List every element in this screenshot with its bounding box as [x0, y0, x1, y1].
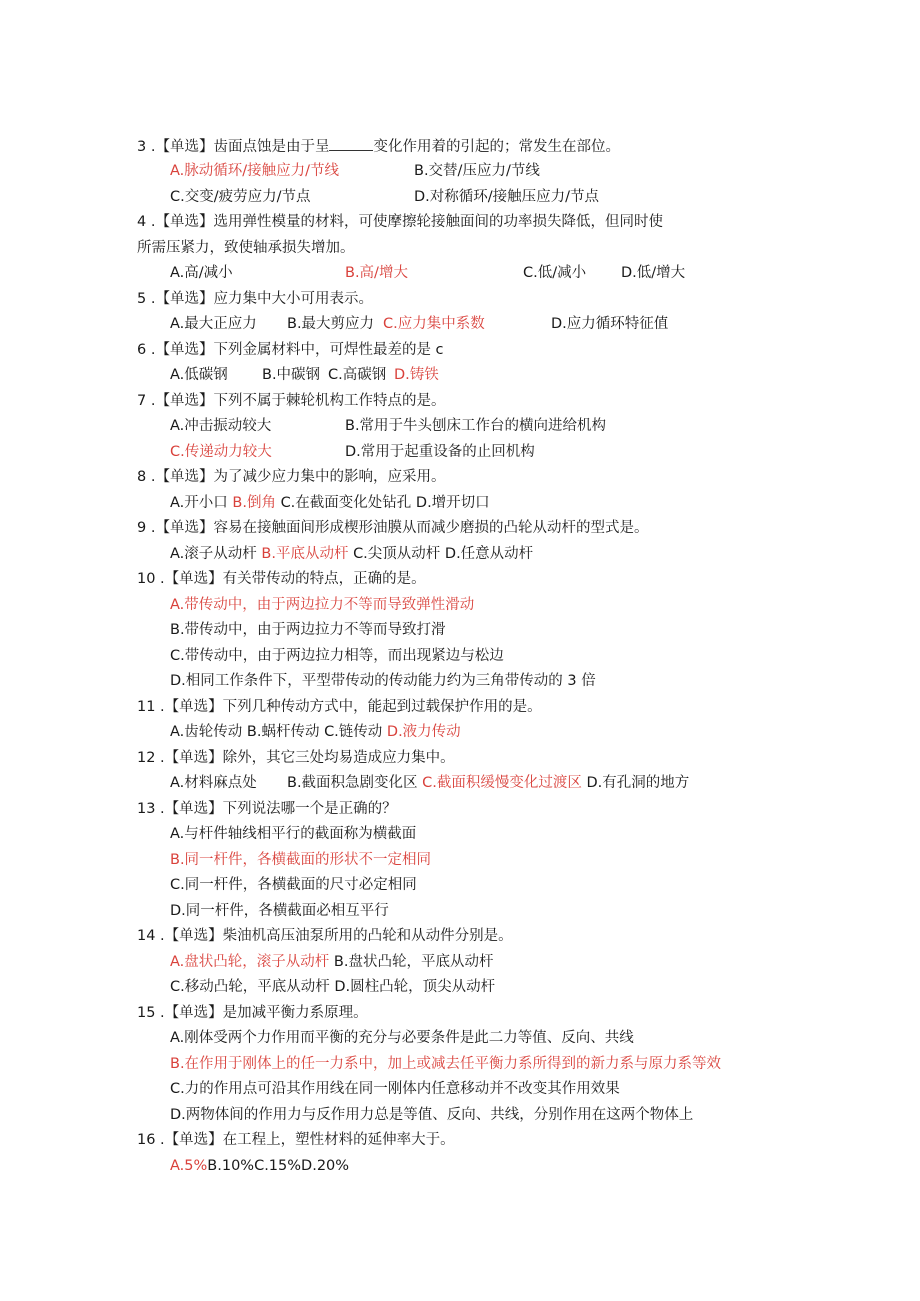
option-3d: D.对称循环/接触压应力/节点 [414, 189, 600, 205]
option-15c: C.力的作用点可沿其作用线在同一刚体内任意移动并不改变其作用效果 [170, 1081, 620, 1097]
option-6d: D.铸铁 [394, 367, 439, 383]
option-15a: A.刚体受两个力作用而平衡的充分与必要条件是此二力等值、反向、共线 [170, 1030, 634, 1046]
option-16b: B.10% [207, 1158, 255, 1174]
option-14a: A.盘状凸轮，滚子从动杆 [170, 954, 330, 970]
option-12-row-rest [287, 773, 689, 793]
option-16d: D.20% [301, 1158, 350, 1174]
option-5a: A.最大正应力 [170, 316, 257, 332]
question-13-stem: 13 .【单选】下列说法哪一个是正确的？ [137, 801, 397, 817]
question-5-stem: 5 .【单选】应力集中大小可用表示。 [137, 291, 373, 307]
option-14-row2 [170, 977, 495, 997]
option-5d: D.应力循环特征值 [551, 316, 669, 332]
question-8-stem: 8 .【单选】为了减少应力集中的影响，应采用。 [137, 469, 446, 485]
question-6-stem: 6 .【单选】下列金属材料中，可焊性最差的是 c [137, 342, 444, 358]
option-14c: C.移动凸轮，平底从动杆 [170, 979, 330, 995]
question-12-stem: 12 .【单选】除外，其它三处均易造成应力集中。 [137, 750, 455, 766]
option-10c: C.带传动中，由于两边拉力相等，而出现紧边与松边 [170, 648, 504, 664]
question-14-stem: 14 .【单选】柴油机高压油泵所用的凸轮和从动件分别是。 [137, 928, 513, 944]
question-15-stem: 15 .【单选】是加减平衡力系原理。 [137, 1005, 368, 1021]
option-6b: B.中碳钢 [262, 367, 321, 383]
option-15d: D.两物体间的作用力与反作用力总是等值、反向、共线，分别作用在这两个物体上 [170, 1107, 694, 1123]
option-9d: D.任意从动杆 [444, 546, 534, 562]
option-3a: A.脉动循环/接触应力/节线 [170, 163, 340, 179]
option-12c: C.截面积缓慢变化过渡区 [422, 775, 582, 791]
option-14b: B.盘状凸轮，平底从动杆 [333, 954, 494, 970]
option-4c: C.低/减小 [523, 265, 587, 281]
question-4-stem: 4 .【单选】选用弹性模量的材料，可使摩擦轮接触面间的功率损失降低，但同时使 [137, 214, 663, 230]
option-9c: C.尖顶从动杆 [353, 546, 441, 562]
option-5c: C.应力集中系数 [383, 316, 485, 332]
option-9a: A.滚子从动杆 [170, 546, 257, 562]
option-11b: B.蜗杆传动 [246, 724, 320, 740]
fill-blank [329, 136, 373, 151]
question-3-stem [137, 136, 620, 157]
option-15b: B.在作用于刚体上的任一力系中，加上或减去任平衡力系所得到的新力系与原力系等效 [170, 1056, 722, 1072]
option-16c: C.15% [254, 1158, 302, 1174]
option-4d: D.低/增大 [621, 265, 686, 281]
option-13a: A.与杆件轴线相平行的截面称为横截面 [170, 826, 417, 842]
option-9b: B.平底从动杆 [261, 546, 349, 562]
option-12d: D.有孔洞的地方 [586, 775, 690, 791]
option-3b: B.交替/压应力/节线 [414, 163, 540, 179]
question-11-stem: 11 .【单选】下列几种传动方式中，能起到过载保护作用的是。 [137, 699, 542, 715]
option-7d: D.常用于起重设备的止回机构 [345, 444, 535, 460]
option-7b: B.常用于牛头刨床工作台的横向进给机构 [345, 418, 607, 434]
option-7c: C.传递动力较大 [170, 444, 272, 460]
option-6c: C.高碳钢 [328, 367, 387, 383]
option-16-row [170, 1156, 349, 1176]
question-7-stem: 7 .【单选】下列不属于棘轮机构工作特点的是。 [137, 393, 446, 409]
option-6a: A.低碳钢 [170, 367, 228, 383]
option-7a: A.冲击振动较大 [170, 418, 272, 434]
option-11c: C.链传动 [324, 724, 383, 740]
option-8-row [170, 493, 490, 513]
option-11d: D.液力传动 [386, 724, 461, 740]
option-4a: A.高/减小 [170, 265, 233, 281]
option-9-row [170, 544, 533, 564]
option-11-row [170, 722, 461, 742]
question-3-stem-part2: 变化作用着的引起的；常发生在部位。 [373, 139, 620, 155]
question-3-stem-part1: 3 .【单选】齿面点蚀是由于呈 [137, 139, 330, 155]
option-14d: D.圆柱凸轮，顶尖从动杆 [334, 979, 496, 995]
option-5b: B.最大剪应力 [287, 316, 375, 332]
option-14-row1 [170, 952, 493, 972]
option-4b: B.高/增大 [345, 265, 408, 281]
option-8a: A.开小口 [170, 495, 228, 511]
option-16a: A.5% [170, 1158, 208, 1174]
option-12a: A.材料麻点处 [170, 775, 257, 791]
option-13b: B.同一杆件，各横截面的形状不一定相同 [170, 852, 432, 868]
option-8d: D.增开切口 [415, 495, 490, 511]
option-10b: B.带传动中，由于两边拉力不等而导致打滑 [170, 622, 446, 638]
option-8b: B.倒角 [232, 495, 276, 511]
option-3c: C.交变/疲劳应力/节点 [170, 189, 311, 205]
option-13c: C.同一杆件，各横截面的尺寸必定相同 [170, 877, 417, 893]
question-9-stem: 9 .【单选】容易在接触面间形成楔形油膜从而减少磨损的凸轮从动杆的型式是。 [137, 520, 649, 536]
option-8c: C.在截面变化处钻孔 [280, 495, 412, 511]
question-16-stem: 16 .【单选】在工程上，塑性材料的延伸率大于。 [137, 1132, 455, 1148]
option-10d: D.相同工作条件下，平型带传动的传动能力约为三角带传动的 3 倍 [170, 673, 596, 689]
option-12b: B.截面积急剧变化区 [287, 775, 418, 791]
option-13d: D.同一杆件，各横截面必相互平行 [170, 903, 389, 919]
question-4-stem-cont: 所需压紧力，致使轴承损失增加。 [137, 240, 355, 256]
option-10a: A.带传动中，由于两边拉力不等而导致弹性滑动 [170, 597, 475, 613]
option-11a: A.齿轮传动 [170, 724, 243, 740]
question-10-stem: 10 .【单选】有关带传动的特点，正确的是。 [137, 571, 426, 587]
